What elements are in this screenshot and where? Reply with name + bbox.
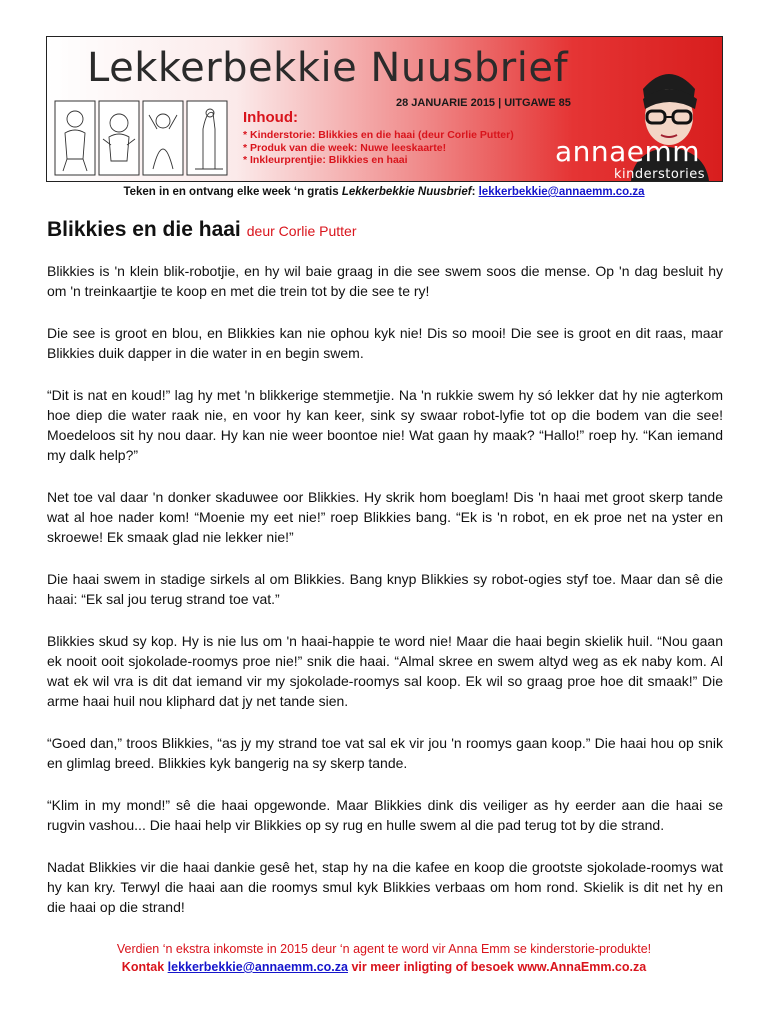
brand-tagline: kinderstories <box>614 167 706 182</box>
footer-contact <box>0 958 768 976</box>
story-paragraph: Die haai swem in stadige sirkels al om Blikkies. Bang knyp Blikkies sy robot-ogies styf toe. Maar dan sê die haai: “Ek sal jou terug strand toe vat.” <box>47 571 723 607</box>
subscribe-prefix: Teken in en ontvang elke week ‘n gratis <box>123 186 342 198</box>
story-heading <box>47 218 356 242</box>
story-body <box>47 261 723 939</box>
contents-item: * Inkleurprentjie: Blikkies en haai <box>243 154 408 166</box>
contents-heading: Inhoud: <box>243 109 298 126</box>
footer-email-link[interactable]: lekkerbekkie@annaemm.co.za <box>167 960 348 974</box>
story-paragraph: “Dit is nat en koud!” lag hy met 'n blikkerige stemmetjie. Na 'n rukkie swem hy só lekker dat hy nie agterkom hoe diep die water raak nie, en voor hy kan keer, sink sy swaar robot-lyfie tot op die bodem van die see! Moedeloos sit hy nou daar. Hy kan nie weer boontoe nie! Wat gaan hy maak? “Hallo!” roep hy. “Kan iemand my dalk help?” <box>47 387 723 463</box>
coloring-page-thumbnails <box>53 99 231 177</box>
story-paragraph: Blikkies is 'n klein blik-robotjie, en hy wil baie graag in die see swem soos die mense. Op 'n dag besluit hy om 'n treinkaartjie te koop en met die trein tot by die see te ry! <box>47 263 723 299</box>
story-title: Blikkies en die haai <box>47 218 241 241</box>
footer-contact-suffix: vir meer inligting of besoek www.AnnaEmm.co.za <box>347 960 647 974</box>
subscribe-newsletter-name: Lekkerbekkie Nuusbrief <box>341 186 472 198</box>
newsletter-title: Lekkerbekkie Nuusbrief <box>87 45 569 91</box>
subscribe-line <box>0 186 768 198</box>
subscribe-colon: : <box>471 186 479 198</box>
story-author: deur Corlie Putter <box>246 223 357 239</box>
contents-item: * Produk van die week: Nuwe leeskaarte! <box>243 141 447 154</box>
story-paragraph: Die see is groot en blou, en Blikkies kan nie ophou kyk nie! Dis so mooi! Die see is groot en dit raas, maar Blikkies duik dapper in die water in en begin swem. <box>47 325 723 361</box>
story-paragraph: Nadat Blikkies vir die haai dankie gesê het, stap hy na die kafee en koop die grootste sjokolade-roomys wat hy kan kry. Terwyl die haai aan die roomys smul kyk Blikkies verbaas om hom rond. Skielik is dit net hy en die haai op die strand! <box>47 859 723 915</box>
contents-item: * Kinderstorie: Blikkies en die haai (deur Corlie Putter) <box>243 129 514 141</box>
story-paragraph: Net toe val daar 'n donker skaduwee oor Blikkies. Hy skrik hom boeglam! Dis 'n haai met groot skerp tande wat al hoe nader kom! “Moenie my eet nie!” roep Blikkies bang. “Ek is 'n robot, en ek proe net na yster en skroewe! Ek smaak glad nie lekker nie!” <box>47 489 723 545</box>
issue-date: 28 JANUARIE 2015 | UITGAWE 85 <box>396 97 571 109</box>
subscribe-email-link[interactable]: lekkerbekkie@annaemm.co.za <box>478 186 645 198</box>
newsletter-banner <box>46 36 723 182</box>
brand-logo: annaemm <box>555 135 701 168</box>
footer-contact-prefix: Kontak <box>121 960 168 974</box>
footer <box>0 940 768 976</box>
story-paragraph: Blikkies skud sy kop. Hy is nie lus om 'n haai-happie te word nie! Maar die haai begin skielik huil. “Nou gaan ek nooit ooit sjokolade-roomys proe nie!” snik die haai. “Almal skree en swem altyd weg as ek naby kom. Al wat ek wil vra is dit dat iemand vir my sjokolade-roomys sal koop. Ek wil so graag proe hoe dit smaak!” Die arme haai huil nou kliphard dat jy net tande sien. <box>47 633 723 709</box>
story-paragraph: “Klim in my mond!” sê die haai opgewonde. Maar Blikkies dink dis veiliger as hy eerder aan die haai se rugvin vashou... Die haai help vir Blikkies op sy rug en hulle swem al die pad terug tot by die strand. <box>47 797 723 833</box>
footer-promo: Verdien ‘n ekstra inkomste in 2015 deur ‘n agent te word vir Anna Emm se kinderstorie-produkte! <box>116 942 652 956</box>
story-paragraph: “Goed dan,” troos Blikkies, “as jy my strand toe vat sal ek vir jou 'n roomys gaan koop.” Die haai hou op snik en glimlag breed. Blikkies kyk bangerig na sy skerp tande. <box>47 735 723 771</box>
contents-list <box>243 129 514 167</box>
